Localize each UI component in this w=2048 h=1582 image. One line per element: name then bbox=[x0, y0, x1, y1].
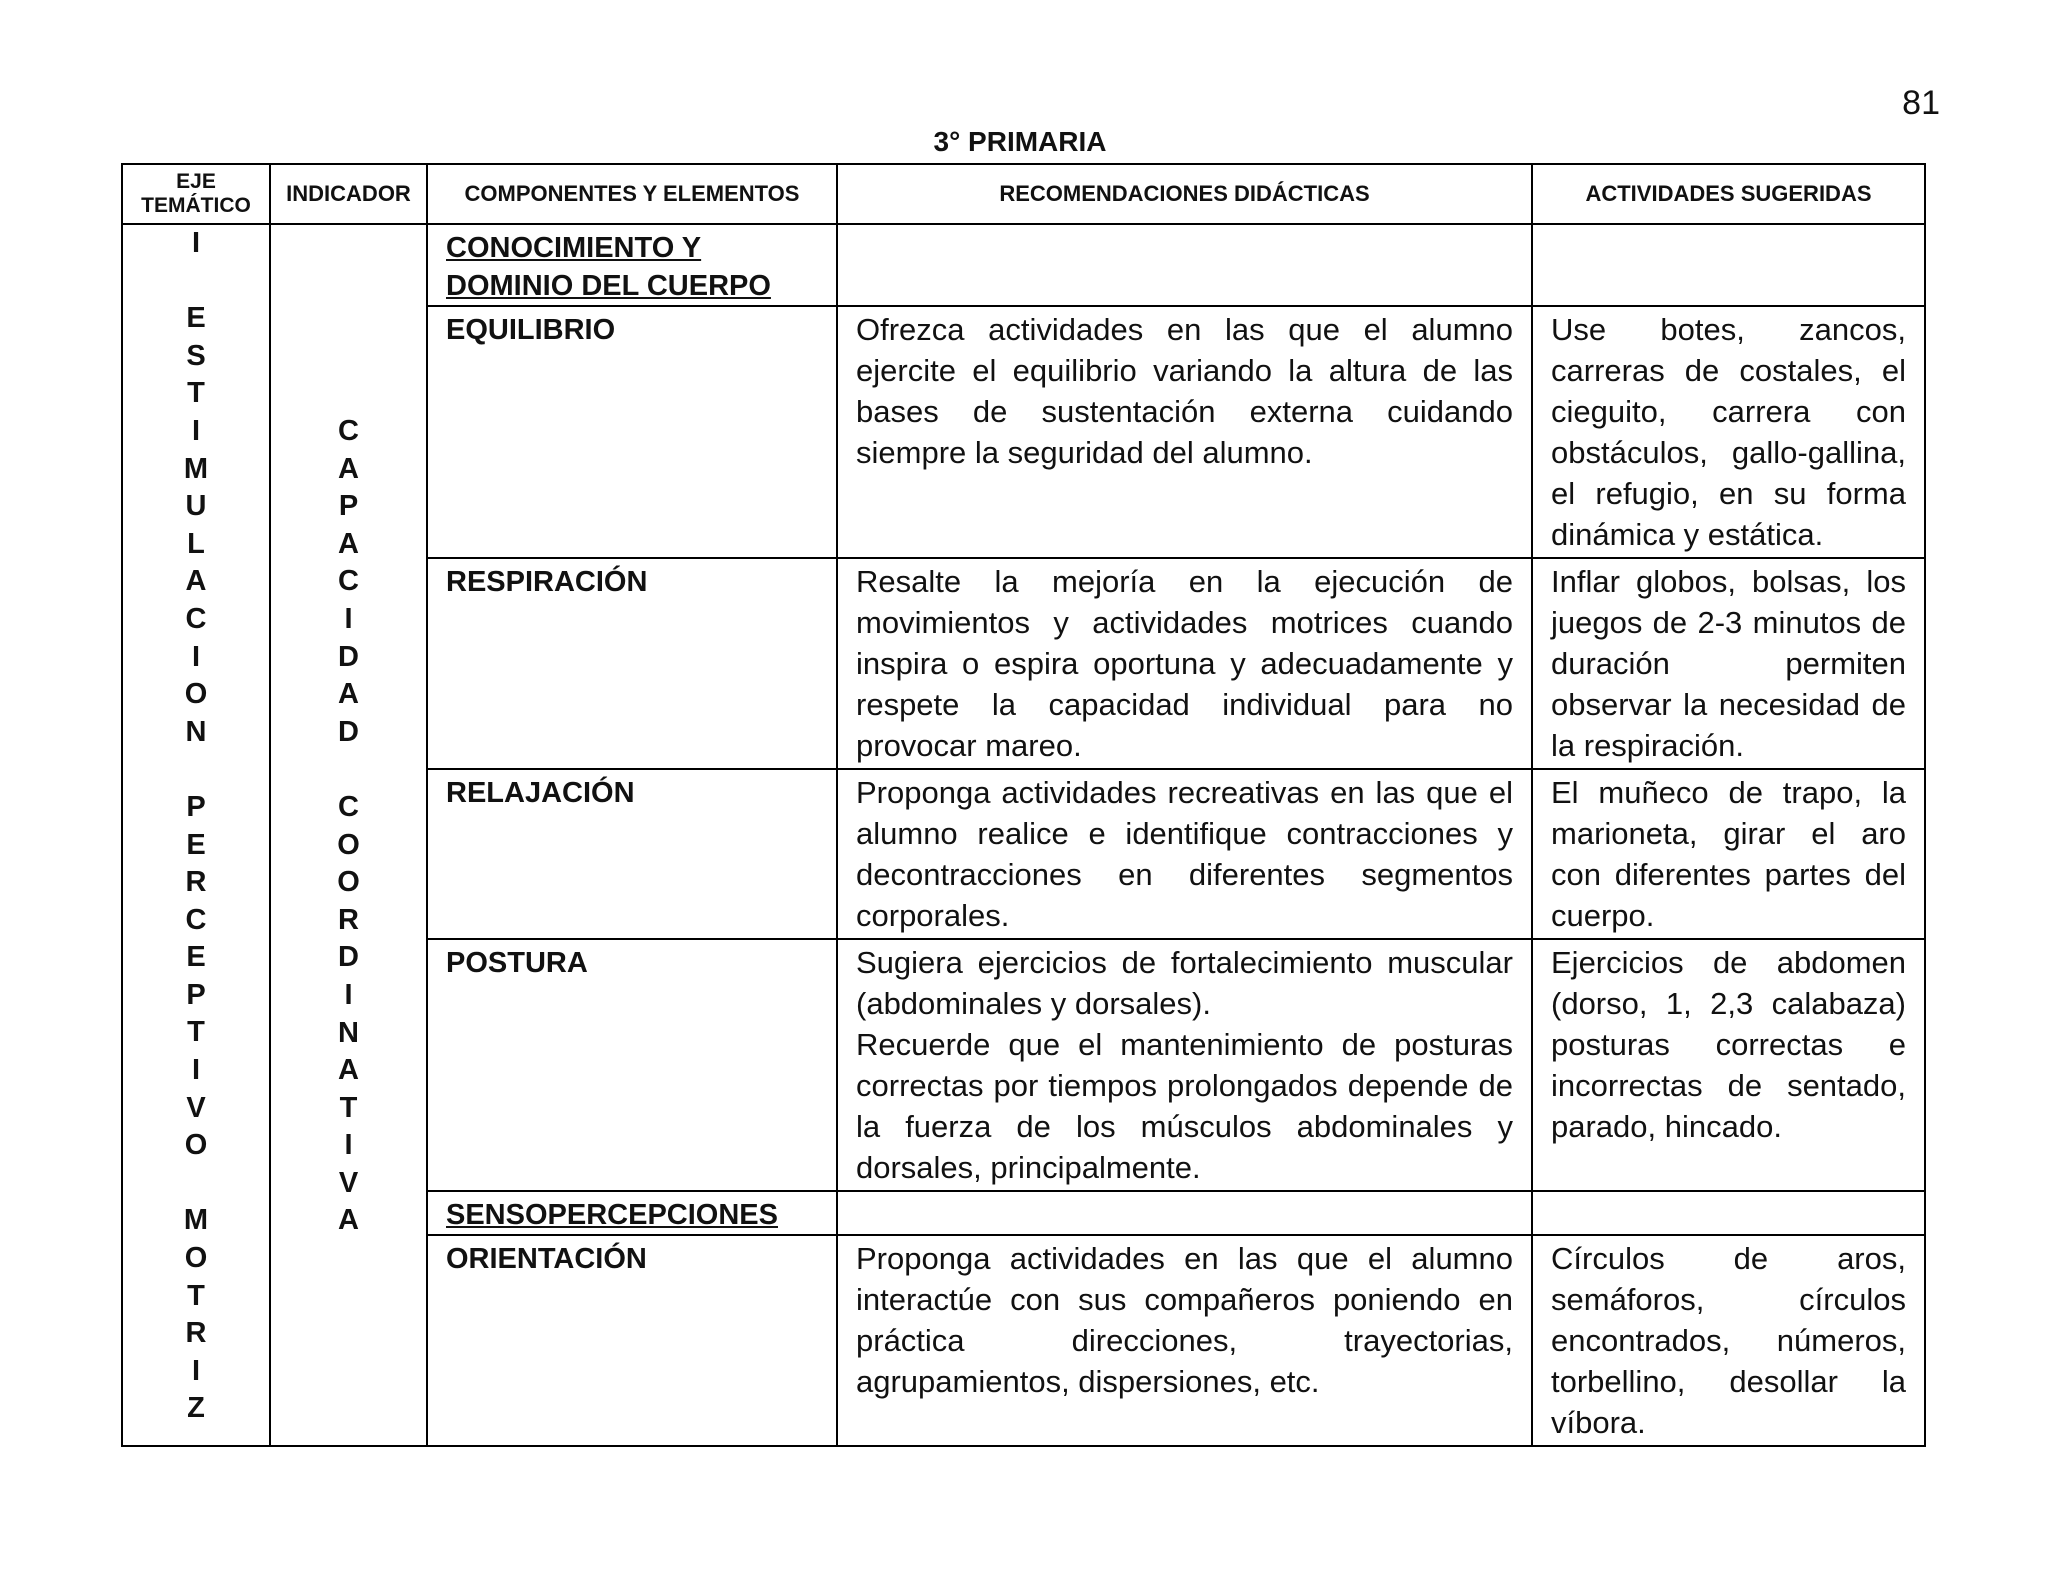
vertical-letter: R bbox=[185, 866, 207, 899]
component-cell: EQUILIBRIO bbox=[427, 306, 837, 558]
component-heading: CONOCIMIENTO Y DOMINIO DEL CUERPO bbox=[446, 232, 771, 302]
vertical-letter: N bbox=[185, 715, 207, 748]
vertical-letter: N bbox=[338, 1016, 359, 1049]
vertical-letter: R bbox=[185, 1317, 207, 1350]
vertical-letter: A bbox=[338, 527, 359, 560]
header-eje-tematico bbox=[122, 164, 270, 224]
vertical-letter: C bbox=[185, 602, 207, 635]
vertical-letter: A bbox=[338, 1054, 359, 1087]
vertical-letter: A bbox=[185, 565, 207, 598]
vertical-letter: D bbox=[338, 941, 359, 974]
vertical-letter: O bbox=[184, 1129, 208, 1162]
table-row bbox=[122, 224, 1925, 306]
recommendation-cell: Proponga actividades en las que el alumno interactúe con sus compañeros poniendo en práctica direcciones, trayectorias, agrupamientos, dispersiones, etc. bbox=[837, 1235, 1532, 1446]
curriculum-table bbox=[121, 163, 1926, 1447]
recommendation-cell: Ofrezca actividades en las que el alumno ejercite el equilibrio variando la altura de las bases de sustentación externa cuidando siempre la seguridad del alumno. bbox=[837, 306, 1532, 558]
indicador-cell bbox=[270, 224, 427, 1446]
vertical-letter: Z bbox=[187, 1392, 205, 1425]
recommendation-cell: Resalte la mejoría en la ejecución de movimientos y actividades motrices cuando inspira o espira oportuna y adecuadamente y respete la capacidad individual para no provocar mareo. bbox=[837, 558, 1532, 769]
indicador-vertical-text bbox=[271, 413, 426, 1240]
recommendation-cell bbox=[837, 224, 1532, 306]
vertical-letter: M bbox=[183, 1204, 209, 1237]
recommendation-cell bbox=[837, 1191, 1532, 1235]
vertical-letter: R bbox=[338, 903, 359, 936]
vertical-letter: S bbox=[186, 339, 206, 372]
vertical-letter: D bbox=[338, 715, 359, 748]
component-cell: RELAJACIÓN bbox=[427, 769, 837, 939]
page-title: 3° PRIMARIA bbox=[933, 126, 1107, 157]
activity-cell: Círculos de aros, semáforos, círculos encontrados, números, torbellino, desollar la víbora. bbox=[1532, 1235, 1925, 1446]
vertical-letter: C bbox=[338, 565, 359, 598]
vertical-letter: V bbox=[338, 1166, 359, 1199]
component-cell bbox=[427, 1191, 837, 1235]
vertical-letter: T bbox=[187, 377, 205, 410]
vertical-letter: O bbox=[184, 678, 208, 711]
vertical-letter: I bbox=[191, 640, 201, 673]
vertical-letter: V bbox=[186, 1091, 206, 1124]
vertical-letter: D bbox=[338, 640, 359, 673]
activity-cell bbox=[1532, 1191, 1925, 1235]
activity-cell: Use botes, zancos, carreras de costales, el cieguito, carrera con obstáculos, gallo-gallina, el refugio, en su forma dinámica y estática. bbox=[1532, 306, 1925, 558]
header-actividades: ACTIVIDADES SUGERIDAS bbox=[1532, 164, 1925, 224]
vertical-letter: U bbox=[185, 490, 207, 523]
activity-cell: Ejercicios de abdomen (dorso, 1, 2,3 calabaza) posturas correctas e incorrectas de sentado, parado, hincado. bbox=[1532, 939, 1925, 1191]
vertical-letter: C bbox=[185, 903, 207, 936]
header-eje-line1: EJE bbox=[176, 170, 216, 193]
vertical-letter: E bbox=[186, 302, 206, 335]
vertical-letter: T bbox=[187, 1016, 205, 1049]
eje-vertical-text bbox=[123, 225, 269, 1428]
activity-cell bbox=[1532, 224, 1925, 306]
eje-tematico-cell bbox=[122, 224, 270, 1446]
vertical-letter: C bbox=[338, 790, 359, 823]
vertical-letter: I bbox=[191, 414, 201, 447]
component-cell: POSTURA bbox=[427, 939, 837, 1191]
vertical-letter: T bbox=[339, 1091, 358, 1124]
vertical-letter: M bbox=[183, 452, 209, 485]
header-componentes: COMPONENTES Y ELEMENTOS bbox=[427, 164, 837, 224]
vertical-letter: I bbox=[344, 978, 353, 1011]
vertical-letter: I bbox=[191, 1354, 201, 1387]
page-number: 81 bbox=[1902, 84, 1940, 122]
vertical-letter: I bbox=[191, 227, 201, 259]
recommendation-cell: Proponga actividades recreativas en las que el alumno realice e identifique contracciones y decontracciones en diferentes segmentos corporales. bbox=[837, 769, 1532, 939]
activity-cell: El muñeco de trapo, la marioneta, girar el aro con diferentes partes del cuerpo. bbox=[1532, 769, 1925, 939]
vertical-letter: L bbox=[187, 527, 205, 560]
component-cell: ORIENTACIÓN bbox=[427, 1235, 837, 1446]
header-eje-line2: TEMÁTICO bbox=[141, 194, 251, 217]
header-indicador: INDICADOR bbox=[270, 164, 427, 224]
activity-cell: Inflar globos, bolsas, los juegos de 2-3 minutos de duración permiten observar la necesidad de la respiración. bbox=[1532, 558, 1925, 769]
vertical-letter: P bbox=[338, 490, 359, 523]
vertical-letter: A bbox=[338, 1204, 359, 1237]
recommendation-cell bbox=[837, 939, 1532, 1191]
recommendation-paragraph: Recuerde que el mantenimiento de posturas correctas por tiempos prolongados depende de la fuerza de los músculos abdominales y dorsales, principalmente. bbox=[856, 1027, 1513, 1185]
component-cell: RESPIRACIÓN bbox=[427, 558, 837, 769]
vertical-letter: A bbox=[338, 452, 359, 485]
vertical-letter: E bbox=[186, 941, 206, 974]
vertical-letter: C bbox=[338, 415, 359, 447]
vertical-letter: O bbox=[184, 1242, 208, 1275]
vertical-letter: P bbox=[186, 790, 206, 823]
component-cell bbox=[427, 224, 837, 306]
vertical-letter: O bbox=[337, 866, 360, 899]
recommendation-paragraph: Sugiera ejercicios de fortalecimiento muscular (abdominales y dorsales). bbox=[856, 945, 1513, 1021]
vertical-letter: A bbox=[338, 678, 359, 711]
vertical-letter: O bbox=[337, 828, 360, 861]
vertical-letter: I bbox=[344, 602, 353, 635]
table-header-row bbox=[122, 164, 1925, 224]
vertical-letter: I bbox=[344, 1129, 353, 1162]
vertical-letter: I bbox=[191, 1054, 201, 1087]
vertical-letter: T bbox=[187, 1279, 205, 1312]
header-recomendaciones: RECOMENDACIONES DIDÁCTICAS bbox=[837, 164, 1532, 224]
vertical-letter: E bbox=[186, 828, 206, 861]
component-heading: SENSOPERCEPCIONES bbox=[446, 1199, 778, 1231]
vertical-letter: P bbox=[186, 978, 206, 1011]
